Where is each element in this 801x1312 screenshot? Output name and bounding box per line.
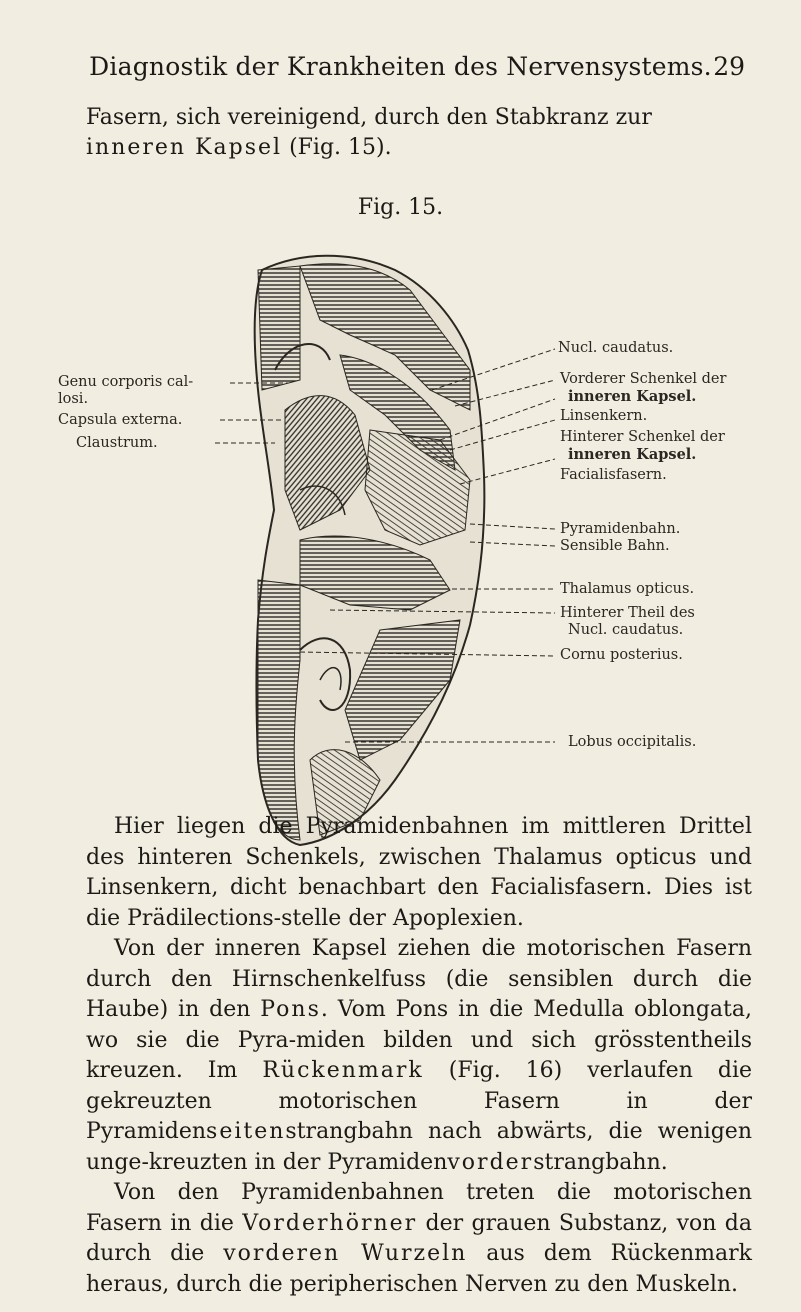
label-linsenkern: Linsenkern. (560, 408, 648, 424)
intro-paragraph (86, 103, 746, 163)
intro-spaced-term: inneren Kapsel (86, 135, 283, 160)
label-facialisfasern: Facialisfasern. (560, 467, 667, 483)
label-genu-corporis-callosi (58, 374, 193, 408)
label-hinterer-theil-line2: Nucl. caudatus. (568, 622, 684, 638)
p3-text-b: der grauen Substanz, von da durch die (86, 1210, 752, 1266)
p3-wurzeln: vorderen Wurzeln (223, 1241, 468, 1266)
p2-text-e: strangbahn. (533, 1149, 668, 1175)
p2-text-c: (Fig. 16) verlaufen die gekreuzten motorischen Fasern in der Pyramiden (86, 1058, 752, 1144)
p2-text-a: Von der inneren Kapsel ziehen die motorischen Fasern durch den Hirnschenkelfuss (die sensiblen durch die Haube) in den (86, 936, 752, 1022)
body-text (86, 812, 752, 1300)
p2-seiten: seiten (206, 1119, 286, 1144)
paragraph-2 (86, 934, 752, 1178)
label-genu-line1: Genu corporis cal- (58, 374, 194, 390)
running-title: Diagnostik der Krankheiten des Nervensystems. (89, 52, 712, 81)
label-vorderer-schenkel (560, 371, 726, 405)
frontal-band (258, 266, 300, 390)
label-claustrum: Claustrum. (76, 435, 158, 451)
lower-gyri (258, 580, 300, 840)
page-number: 29 (713, 52, 745, 81)
label-sensible-bahn: Sensible Bahn. (560, 538, 670, 554)
intro-text-1: Fasern, sich vereinigend, durch den Stabkranz zur (86, 105, 652, 130)
p2-text-d: strangbahn nach abwärts, die wenigen unge-kreuzten in der Pyramiden (86, 1119, 752, 1175)
intro-text-2: (Fig. 15). (282, 135, 392, 160)
label-hinterer-schenkel (560, 429, 725, 463)
p2-text-b: . Vom Pons in die Medulla oblongata, wo sie die Pyra-miden bilden und sich grösstentheils kreuzen. Im (86, 997, 752, 1083)
paragraph-1: Hier liegen die Pyramidenbahnen im mittleren Drittel des hinteren Schenkels, zwischen Thalamus opticus und Linsenkern, dicht benachbart den Facialisfasern. Dies ist die Prädilections-stelle der Apoplexien. (86, 814, 752, 931)
label-hinterer-line2: inneren Kapsel. (568, 446, 697, 463)
label-nucl-caudatus: Nucl. caudatus. (558, 340, 674, 356)
label-hinterer-line1: Hinterer Schenkel der (560, 429, 725, 445)
p2-vorder: vorder (447, 1149, 534, 1175)
paragraph-3 (86, 1178, 752, 1300)
label-thalamus-opticus: Thalamus opticus. (560, 581, 695, 597)
label-vorderer-line1: Vorderer Schenkel der (560, 371, 727, 387)
p3-vorderhoerner: Vorderhörner (242, 1210, 418, 1236)
label-lobus-occipitalis: Lobus occipitalis. (568, 734, 697, 750)
label-vorderer-line2: inneren Kapsel. (568, 388, 697, 405)
label-pyramidenbahn: Pyramidenbahn. (560, 521, 681, 537)
figure-caption: Fig. 15. (357, 195, 444, 220)
p3-text-a: Von den Pyramidenbahnen treten die motorischen Fasern in die (86, 1180, 752, 1236)
p3-text-c: aus dem Rückenmark heraus, durch die peripherischen Nerven zu den Muskeln. (86, 1241, 752, 1297)
label-cornu-posterius: Cornu posterius. (560, 647, 683, 663)
p2-pons: Pons (260, 997, 321, 1022)
label-hinterer-theil-line1: Hinterer Theil des (560, 605, 695, 621)
label-genu-line2: losi. (58, 391, 89, 407)
brain-section-illustration (0, 240, 801, 860)
running-header (0, 52, 801, 92)
label-hinterer-theil (560, 605, 695, 639)
label-capsula-externa: Capsula externa. (58, 412, 183, 428)
p2-rueckenmark: Rückenmark (262, 1058, 424, 1083)
